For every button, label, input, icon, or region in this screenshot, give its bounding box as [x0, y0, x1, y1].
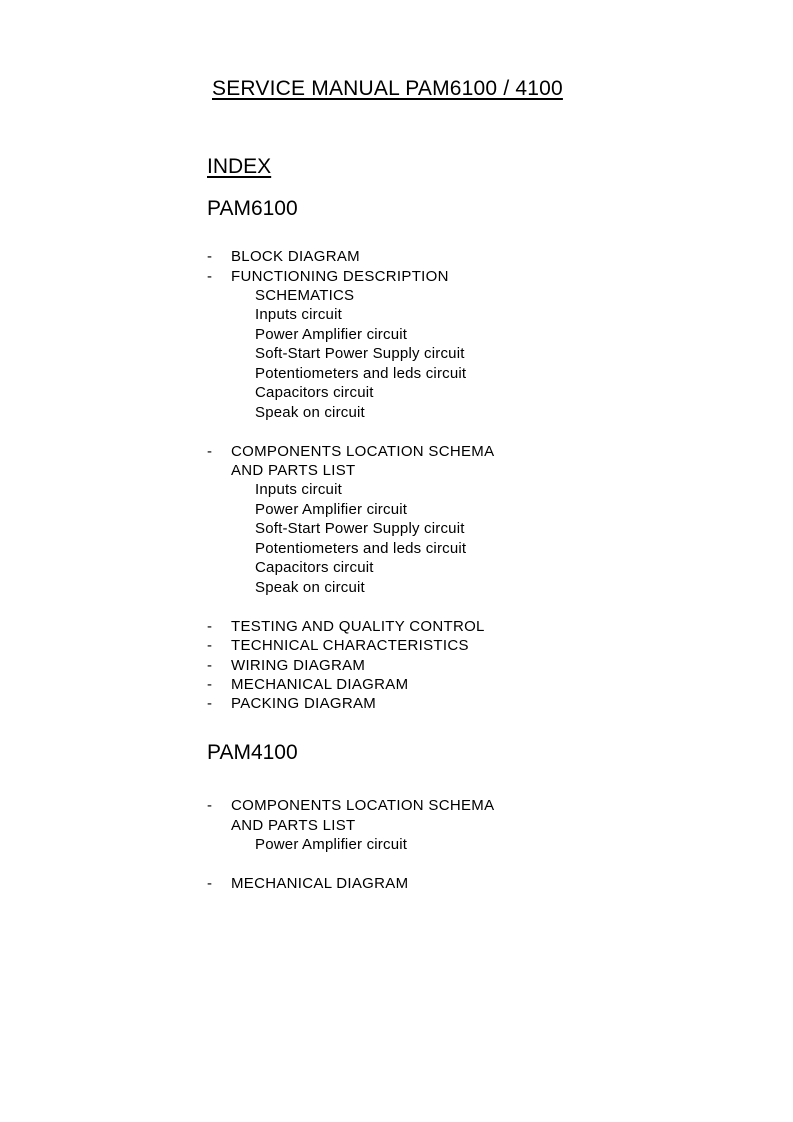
- components-entry: Inputs circuit: [255, 481, 342, 498]
- components-entry: Power Amplifier circuit: [255, 501, 408, 518]
- list-bullet: -: [207, 268, 212, 285]
- schematics-entry: Speak on circuit: [255, 404, 365, 421]
- schematics-entry: Capacitors circuit: [255, 384, 374, 401]
- index-entry-mechanical: MECHANICAL DIAGRAM: [231, 676, 409, 693]
- index-entry-testing: TESTING AND QUALITY CONTROL: [231, 618, 485, 635]
- list-bullet: -: [207, 248, 212, 265]
- schematics-entry: Potentiometers and leds circuit: [255, 365, 467, 382]
- schematics-entry: Power Amplifier circuit: [255, 326, 408, 343]
- list-bullet: -: [207, 657, 212, 674]
- index-entry-block-diagram: BLOCK DIAGRAM: [231, 248, 360, 265]
- list-bullet: -: [207, 875, 212, 892]
- list-bullet: -: [207, 797, 212, 814]
- schematics-entry: Inputs circuit: [255, 306, 342, 323]
- list-bullet: -: [207, 637, 212, 654]
- index-entry-technical: TECHNICAL CHARACTERISTICS: [231, 637, 469, 654]
- components-entry: Power Amplifier circuit: [255, 836, 408, 853]
- components-entry: Capacitors circuit: [255, 559, 374, 576]
- index-entry-parts-list: AND PARTS LIST: [231, 462, 356, 479]
- index-subheading-schematics: SCHEMATICS: [255, 287, 355, 304]
- components-entry: Soft-Start Power Supply circuit: [255, 520, 465, 537]
- index-entry-packing: PACKING DIAGRAM: [231, 695, 377, 712]
- index-entry-wiring: WIRING DIAGRAM: [231, 657, 366, 674]
- index-heading: INDEX: [207, 155, 272, 178]
- list-bullet: -: [207, 443, 212, 460]
- index-entry-components-location: COMPONENTS LOCATION SCHEMA: [231, 443, 495, 460]
- index-entry-functioning-description: FUNCTIONING DESCRIPTION: [231, 268, 449, 285]
- list-bullet: -: [207, 618, 212, 635]
- components-entry: Speak on circuit: [255, 579, 365, 596]
- index-entry-parts-list: AND PARTS LIST: [231, 817, 356, 834]
- pam4100-heading: PAM4100: [207, 741, 298, 764]
- list-bullet: -: [207, 676, 212, 693]
- components-entry: Potentiometers and leds circuit: [255, 540, 467, 557]
- index-entry-mechanical: MECHANICAL DIAGRAM: [231, 875, 409, 892]
- schematics-entry: Soft-Start Power Supply circuit: [255, 345, 465, 362]
- list-bullet: -: [207, 695, 212, 712]
- document-title: SERVICE MANUAL PAM6100 / 4100: [212, 77, 563, 100]
- index-entry-components-location: COMPONENTS LOCATION SCHEMA: [231, 797, 495, 814]
- pam6100-heading: PAM6100: [207, 197, 298, 220]
